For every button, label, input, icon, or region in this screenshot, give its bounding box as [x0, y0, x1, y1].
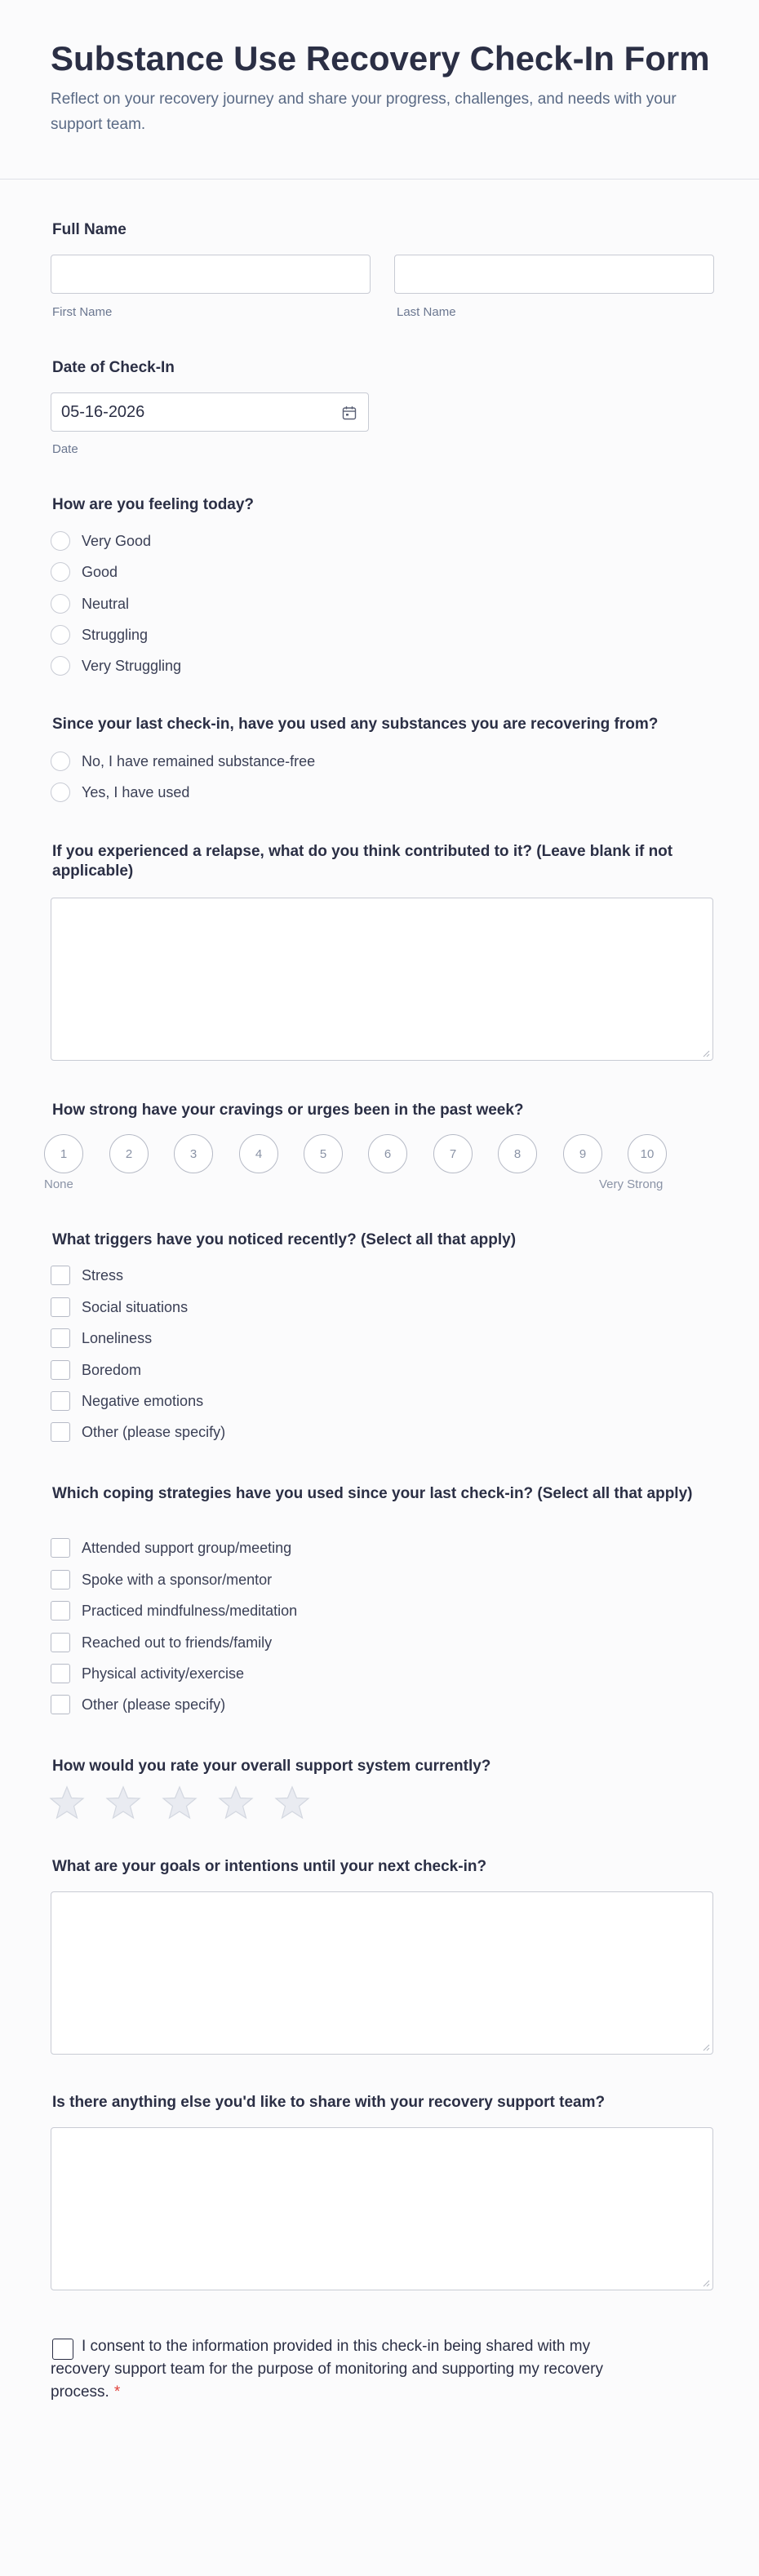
trigger-option[interactable] [51, 1295, 188, 1319]
trigger-option[interactable] [51, 1263, 123, 1288]
checkbox[interactable] [51, 1633, 70, 1652]
coping-option[interactable] [51, 1692, 225, 1717]
relapse-question: If you experienced a relapse, what do you think contributed to it? (Leave blank if not applicable) [52, 843, 673, 880]
cravings-question: How strong have your cravings or urges been in the past week? [52, 1102, 524, 1119]
coping-question: Which coping strategies have you used since your last check-in? (Select all that apply) [52, 1485, 693, 1502]
option-label: Struggling [82, 626, 149, 643]
resize-grip-icon[interactable] [702, 1049, 710, 1057]
triggers-question: What triggers have you noticed recently? (Select all that apply) [52, 1231, 517, 1248]
option-label: Attended support group/meeting [82, 1539, 292, 1556]
scale-option-1[interactable]: 1 [44, 1134, 83, 1173]
coping-option[interactable] [51, 1661, 244, 1686]
star-icon[interactable] [105, 1785, 141, 1820]
coping-option[interactable] [51, 1598, 297, 1623]
last-name-input[interactable] [394, 255, 714, 294]
star-icon[interactable] [274, 1785, 310, 1820]
option-label: Negative emotions [82, 1392, 204, 1409]
support-question: How would you rate your overall support system currently? [52, 1758, 491, 1775]
option-label: Loneliness [82, 1329, 153, 1346]
checkbox[interactable] [51, 1360, 70, 1380]
checkbox[interactable] [51, 1266, 70, 1285]
radio-button[interactable] [51, 562, 70, 582]
scale-option-4[interactable]: 4 [239, 1134, 278, 1173]
option-label: Very Good [82, 532, 152, 549]
radio-button[interactable] [51, 625, 70, 645]
scale-option-10[interactable]: 10 [628, 1134, 667, 1173]
scale-max-label: Very Strong [599, 1177, 664, 1191]
option-label: Other (please specify) [82, 1696, 226, 1713]
feeling-option[interactable] [51, 654, 181, 678]
coping-option[interactable] [51, 1536, 291, 1560]
goals-question: What are your goals or intentions until your next check-in? [52, 1858, 487, 1875]
feeling-option[interactable] [51, 592, 129, 616]
option-label: Yes, I have used [82, 783, 190, 800]
first-name-sublabel: First Name [52, 305, 113, 319]
share-question: Is there anything else you'd like to share with your recovery support team? [52, 2094, 606, 2111]
star-icon[interactable] [162, 1785, 198, 1820]
radio-button[interactable] [51, 531, 70, 551]
option-label: Good [82, 563, 118, 580]
radio-button[interactable] [51, 752, 70, 771]
coping-option[interactable] [51, 1630, 272, 1655]
calendar-icon[interactable] [342, 406, 357, 420]
date-value: 05-16-2026 [61, 403, 145, 421]
scale-option-5[interactable]: 5 [304, 1134, 343, 1173]
option-label: Other (please specify) [82, 1423, 226, 1440]
star-icon[interactable] [49, 1785, 85, 1820]
consent-label [51, 2335, 638, 2404]
checkbox[interactable] [51, 1328, 70, 1348]
last-name-sublabel: Last Name [397, 305, 456, 319]
full-name-label: Full Name [52, 221, 126, 238]
option-label: No, I have remained substance-free [82, 752, 316, 769]
trigger-option[interactable] [51, 1389, 203, 1413]
form-title: Substance Use Recovery Check-In Form [51, 39, 710, 78]
star-icon[interactable] [218, 1785, 254, 1820]
consent-text: I consent to the information provided in this check-in being shared with my recovery support team for the purpose of monitoring and supporting my recovery process. [51, 2338, 603, 2401]
first-name-input[interactable] [51, 255, 371, 294]
checkbox[interactable] [51, 1664, 70, 1683]
option-label: Physical activity/exercise [82, 1665, 245, 1682]
date-input[interactable] [51, 392, 369, 432]
scale-option-7[interactable]: 7 [433, 1134, 473, 1173]
date-label: Date of Check-In [52, 359, 175, 376]
scale-min-label: None [44, 1177, 73, 1191]
coping-option[interactable] [51, 1567, 272, 1592]
option-label: Reached out to friends/family [82, 1634, 273, 1651]
trigger-option[interactable] [51, 1358, 141, 1382]
checkbox[interactable] [51, 1297, 70, 1317]
radio-button[interactable] [51, 594, 70, 614]
checkbox[interactable] [51, 1391, 70, 1411]
option-label: Stress [82, 1266, 124, 1284]
substance-question: Since your last check-in, have you used any substances you are recovering from? [52, 716, 659, 733]
checkbox[interactable] [51, 1695, 70, 1714]
scale-option-3[interactable]: 3 [174, 1134, 213, 1173]
feeling-option[interactable] [51, 560, 118, 584]
option-label: Boredom [82, 1361, 142, 1378]
feeling-option[interactable] [51, 623, 148, 647]
substance-option[interactable] [51, 780, 189, 805]
feeling-option[interactable] [51, 529, 151, 553]
required-asterisk: * [113, 2383, 121, 2401]
option-label: Practiced mindfulness/meditation [82, 1602, 298, 1619]
checkbox[interactable] [51, 1601, 70, 1621]
substance-option[interactable] [51, 749, 315, 774]
trigger-option[interactable] [51, 1326, 152, 1350]
trigger-option[interactable] [51, 1420, 225, 1444]
date-sublabel: Date [52, 442, 78, 456]
option-label: Neutral [82, 595, 130, 612]
radio-button[interactable] [51, 783, 70, 802]
checkbox[interactable] [51, 1422, 70, 1442]
resize-grip-icon[interactable] [702, 2279, 710, 2287]
scale-option-6[interactable]: 6 [368, 1134, 407, 1173]
scale-option-2[interactable]: 2 [109, 1134, 149, 1173]
form-subtitle: Reflect on your recovery journey and share your progress, challenges, and needs with your support team. [51, 91, 677, 133]
scale-option-8[interactable]: 8 [498, 1134, 537, 1173]
feeling-question: How are you feeling today? [52, 496, 255, 513]
relapse-textarea[interactable] [51, 898, 713, 1061]
form-header [0, 0, 759, 180]
option-label: Social situations [82, 1298, 189, 1315]
checkbox[interactable] [51, 1570, 70, 1589]
option-label: Spoke with a sponsor/mentor [82, 1571, 273, 1588]
option-label: Very Struggling [82, 657, 182, 674]
checkbox[interactable] [51, 1538, 70, 1558]
goals-textarea[interactable] [51, 1891, 713, 2055]
radio-button[interactable] [51, 656, 70, 676]
share-textarea[interactable] [51, 2127, 713, 2290]
scale-option-9[interactable]: 9 [563, 1134, 602, 1173]
resize-grip-icon[interactable] [702, 2043, 710, 2051]
